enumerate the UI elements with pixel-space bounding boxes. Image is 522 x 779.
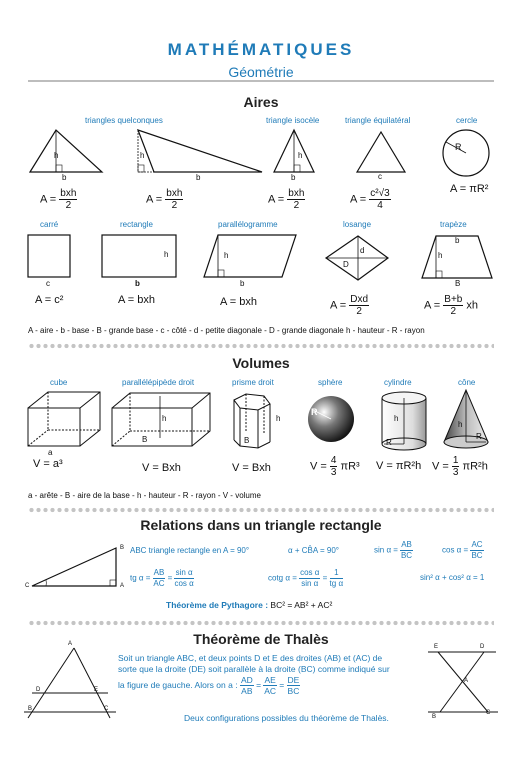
label-rectangle: rectangle <box>120 220 153 229</box>
label-cone: cône <box>458 378 476 387</box>
formula-prisme: V = Bxh <box>232 462 271 474</box>
formula-triangle-1: A = $\frac{\text{bxh}}{2}$ <box>40 188 77 211</box>
page-subtitle: Géométrie <box>0 64 522 80</box>
relation-cos: cos α = $\frac{AC}{BC}$ <box>442 540 483 560</box>
label-prisme: prisme droit <box>232 378 274 387</box>
relation-sin: sin α = $\frac{AB}{BC}$ <box>374 540 413 560</box>
label-sphere: sphère <box>318 378 343 387</box>
label-triangle-equilateral: triangle équilatéral <box>345 116 411 125</box>
formula-triangle-isocele: A = $\frac{\text{bxh}}{2}$ <box>268 188 305 211</box>
relation-angle-sum: α + CB̂A = 90° <box>288 546 339 555</box>
volumes-legend: a - arête - B - aire de la base - h - hauteur - R - rayon - V - volume <box>28 491 261 500</box>
label-losange: losange <box>343 220 372 229</box>
section-volumes-title: Volumes <box>232 355 290 371</box>
page-title: MATHÉMATIQUES <box>167 40 355 59</box>
formula-cube: V = a³ <box>33 458 63 470</box>
relation-cotg: cotg α = $\frac{\text{cos α}}{\text{sin α}}$ = $\frac{1}{\text{tg α}}$ <box>268 568 344 588</box>
formula-parallelepipede: V = Bxh <box>142 462 181 474</box>
label-cercle: cercle <box>456 116 478 125</box>
aires-legend: A - aire - b - base - B - grande base - c - côté - d - petite diagonale - D - grande diagonale h - hauteur - R - rayon <box>28 326 425 335</box>
thales-text: Soit un triangle ABC, et deux points D et E des droites (AB) et (AC) de sorte que la droite (DE) soit parallèle à la droite (BC) comme indiqué sur la figure de gauche. Alors on a : $\frac{AD}{AB}$ = $\frac{AE}{AC}$ = $\frac{DE}{BC}$ <box>118 653 390 696</box>
pythagore: Théorème de Pythagore : BC² = AB² + AC² <box>166 600 333 610</box>
formula-cylindre: V = πR²h <box>376 460 422 472</box>
section-aires-title: Aires <box>243 94 279 110</box>
formula-triangle-equilateral: A = $\frac{\text{c²√3}}{4}$ <box>350 188 390 211</box>
label-trapeze: trapèze <box>440 220 467 229</box>
label-parallelogramme: parallélogramme <box>218 220 278 229</box>
relation-identity: sin² α + cos² α = 1 <box>420 573 485 582</box>
label-triangle-isocele: triangle isocèle <box>266 116 320 125</box>
label-cube: cube <box>50 378 68 387</box>
thales-footer: Deux configurations possibles du théorème de Thalès. <box>184 713 389 723</box>
formula-triangle-2: A = $\frac{\text{bxh}}{2}$ <box>146 188 183 211</box>
label-carre: carré <box>40 220 59 229</box>
label-triangles-quelconques: triangles quelconques <box>85 116 163 125</box>
formula-trapeze: A = $\frac{B+b}{2}$ xh <box>424 294 479 317</box>
relation-tg: tg α = $\frac{AB}{AC}$ = $\frac{\text{sin α}}{\text{cos α}}$ <box>130 568 194 588</box>
relation-abc: ABC triangle rectangle en A = 90° <box>130 546 250 555</box>
label-cylindre: cylindre <box>384 378 412 387</box>
formula-parallelogramme: A = bxh <box>220 296 258 308</box>
label-parallelepipede: parallélépipède droit <box>122 378 195 387</box>
formula-cone: V = $\frac{1}{3}$ πR²h <box>432 455 488 478</box>
section-thales-title: Théorème de Thalès <box>193 631 329 647</box>
formula-losange: A = $\frac{\text{Dxd}}{2}$ <box>330 294 369 317</box>
formula-cercle: A = πR² <box>450 183 489 195</box>
formula-rectangle: A = bxh <box>118 294 156 306</box>
section-relations-title: Relations dans un triangle rectangle <box>140 517 382 533</box>
formula-carre: A = c² <box>35 294 64 306</box>
formula-sphere: V = $\frac{4}{3}$ πR³ <box>310 455 360 478</box>
